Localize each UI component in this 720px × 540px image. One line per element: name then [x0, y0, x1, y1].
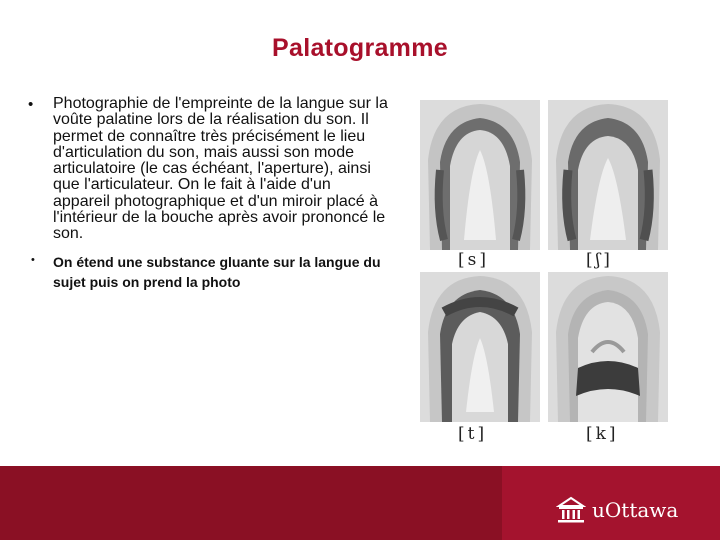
building-icon: [556, 495, 586, 525]
palatogram-photo-t: [420, 272, 540, 422]
palate-image: [420, 100, 540, 250]
university-logo: [556, 494, 678, 526]
logo-wordmark: uOttawa: [592, 498, 679, 522]
palate-image: [420, 272, 540, 422]
phoneme-label-t: [t]: [458, 424, 488, 444]
phoneme-label-s: [s]: [458, 250, 489, 270]
palate-image: [548, 272, 668, 422]
palate-image: [548, 100, 668, 250]
palatogram-figure: [418, 98, 670, 448]
bullet-list: [28, 96, 390, 292]
palatogram-photo-k: [548, 272, 668, 422]
phoneme-label-k: [k]: [586, 424, 619, 444]
bullet-marker: •: [31, 253, 35, 266]
phoneme-label-sh: [ʃ]: [586, 250, 613, 270]
bullet-item: [28, 252, 390, 292]
bullet-text: On étend une substance gluante sur la langue du sujet puis on prend la photo: [53, 253, 381, 290]
slide-title: Palatogramme: [272, 34, 448, 62]
bullet-text: Photographie de l'empreinte de la langue sur la voûte palatine lors de la réalisation du son. Il permet de connaître très précisément le lieu d'articulation du son, mais aussi son mode articulatoire (le cas échéant, l'aperture), ainsi que l'articulateur. On le fait à l'aide d'un appareil photographique et d'un miroir placé à l'intérieur de la bouche après avoir prononcé le son.: [53, 95, 388, 243]
palatogram-photo-s: [420, 100, 540, 250]
bullet-item: [28, 96, 390, 243]
bullet-marker: •: [28, 96, 34, 113]
palatogram-photo-sh: [548, 100, 668, 250]
